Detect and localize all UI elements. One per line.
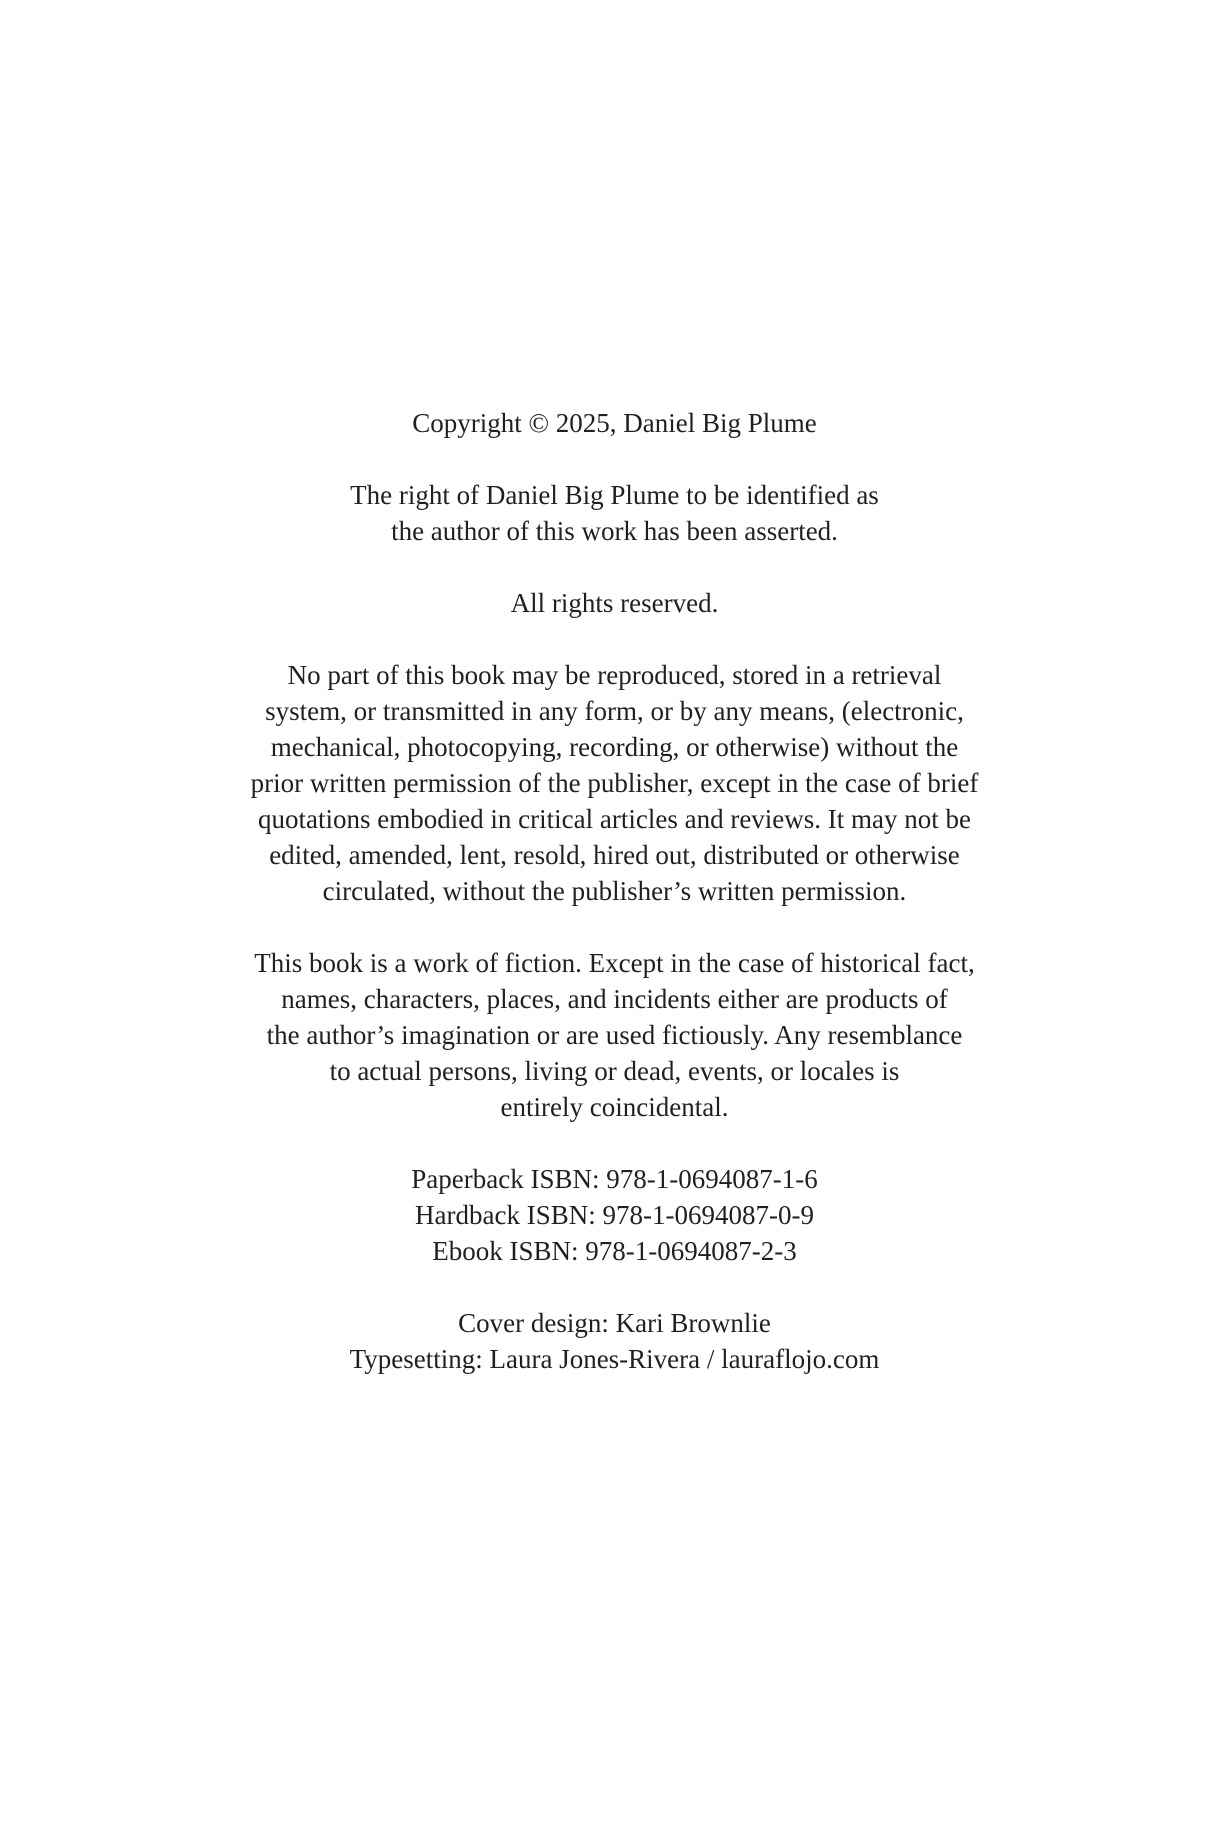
copyright-block [0, 405, 1229, 441]
fiction-disclaimer-line: entirely coincidental. [500, 1092, 729, 1122]
rights-reserved-line: All rights reserved. [510, 588, 719, 618]
ebook-isbn: Ebook ISBN: 978-1-0694087-2-3 [432, 1236, 797, 1266]
paperback-isbn: Paperback ISBN: 978-1-0694087-1-6 [411, 1164, 818, 1194]
reproduction-notice-line: mechanical, photocopying, recording, or otherwise) without the [270, 732, 959, 762]
copyright-line: Copyright © 2025, Daniel Big Plume [412, 408, 817, 438]
isbn-block [0, 1161, 1229, 1269]
cover-design-credit: Cover design: Kari Brownlie [458, 1308, 771, 1338]
moral-rights-block [0, 477, 1229, 549]
reproduction-notice-line: No part of this book may be reproduced, stored in a retrieval [287, 660, 942, 690]
reproduction-notice-line: edited, amended, lent, resold, hired out, distributed or otherwise [269, 840, 960, 870]
fiction-disclaimer-block [0, 945, 1229, 1125]
copyright-page-content [0, 405, 1229, 1413]
reproduction-notice-line: circulated, without the publisher’s written permission. [322, 876, 907, 906]
rights-reserved-block [0, 585, 1229, 621]
reproduction-notice-line: system, or transmitted in any form, or by any means, (electronic, [265, 696, 964, 726]
credits-block [0, 1305, 1229, 1377]
fiction-disclaimer-line: names, characters, places, and incidents either are products of [281, 984, 948, 1014]
moral-rights-line: The right of Daniel Big Plume to be identified as [350, 480, 879, 510]
reproduction-notice-block [0, 657, 1229, 909]
typesetting-credit: Typesetting: Laura Jones-Rivera / lauraflojo.com [349, 1344, 880, 1374]
fiction-disclaimer-line: the author’s imagination or are used fictiously. Any resemblance [266, 1020, 963, 1050]
reproduction-notice-line: quotations embodied in critical articles and reviews. It may not be [257, 804, 972, 834]
fiction-disclaimer-line: to actual persons, living or dead, events, or locales is [329, 1056, 900, 1086]
reproduction-notice-line: prior written permission of the publisher, except in the case of brief [250, 768, 979, 798]
fiction-disclaimer-line: This book is a work of fiction. Except in the case of historical fact, [254, 948, 975, 978]
moral-rights-line: the author of this work has been asserted. [391, 516, 838, 546]
hardback-isbn: Hardback ISBN: 978-1-0694087-0-9 [415, 1200, 814, 1230]
